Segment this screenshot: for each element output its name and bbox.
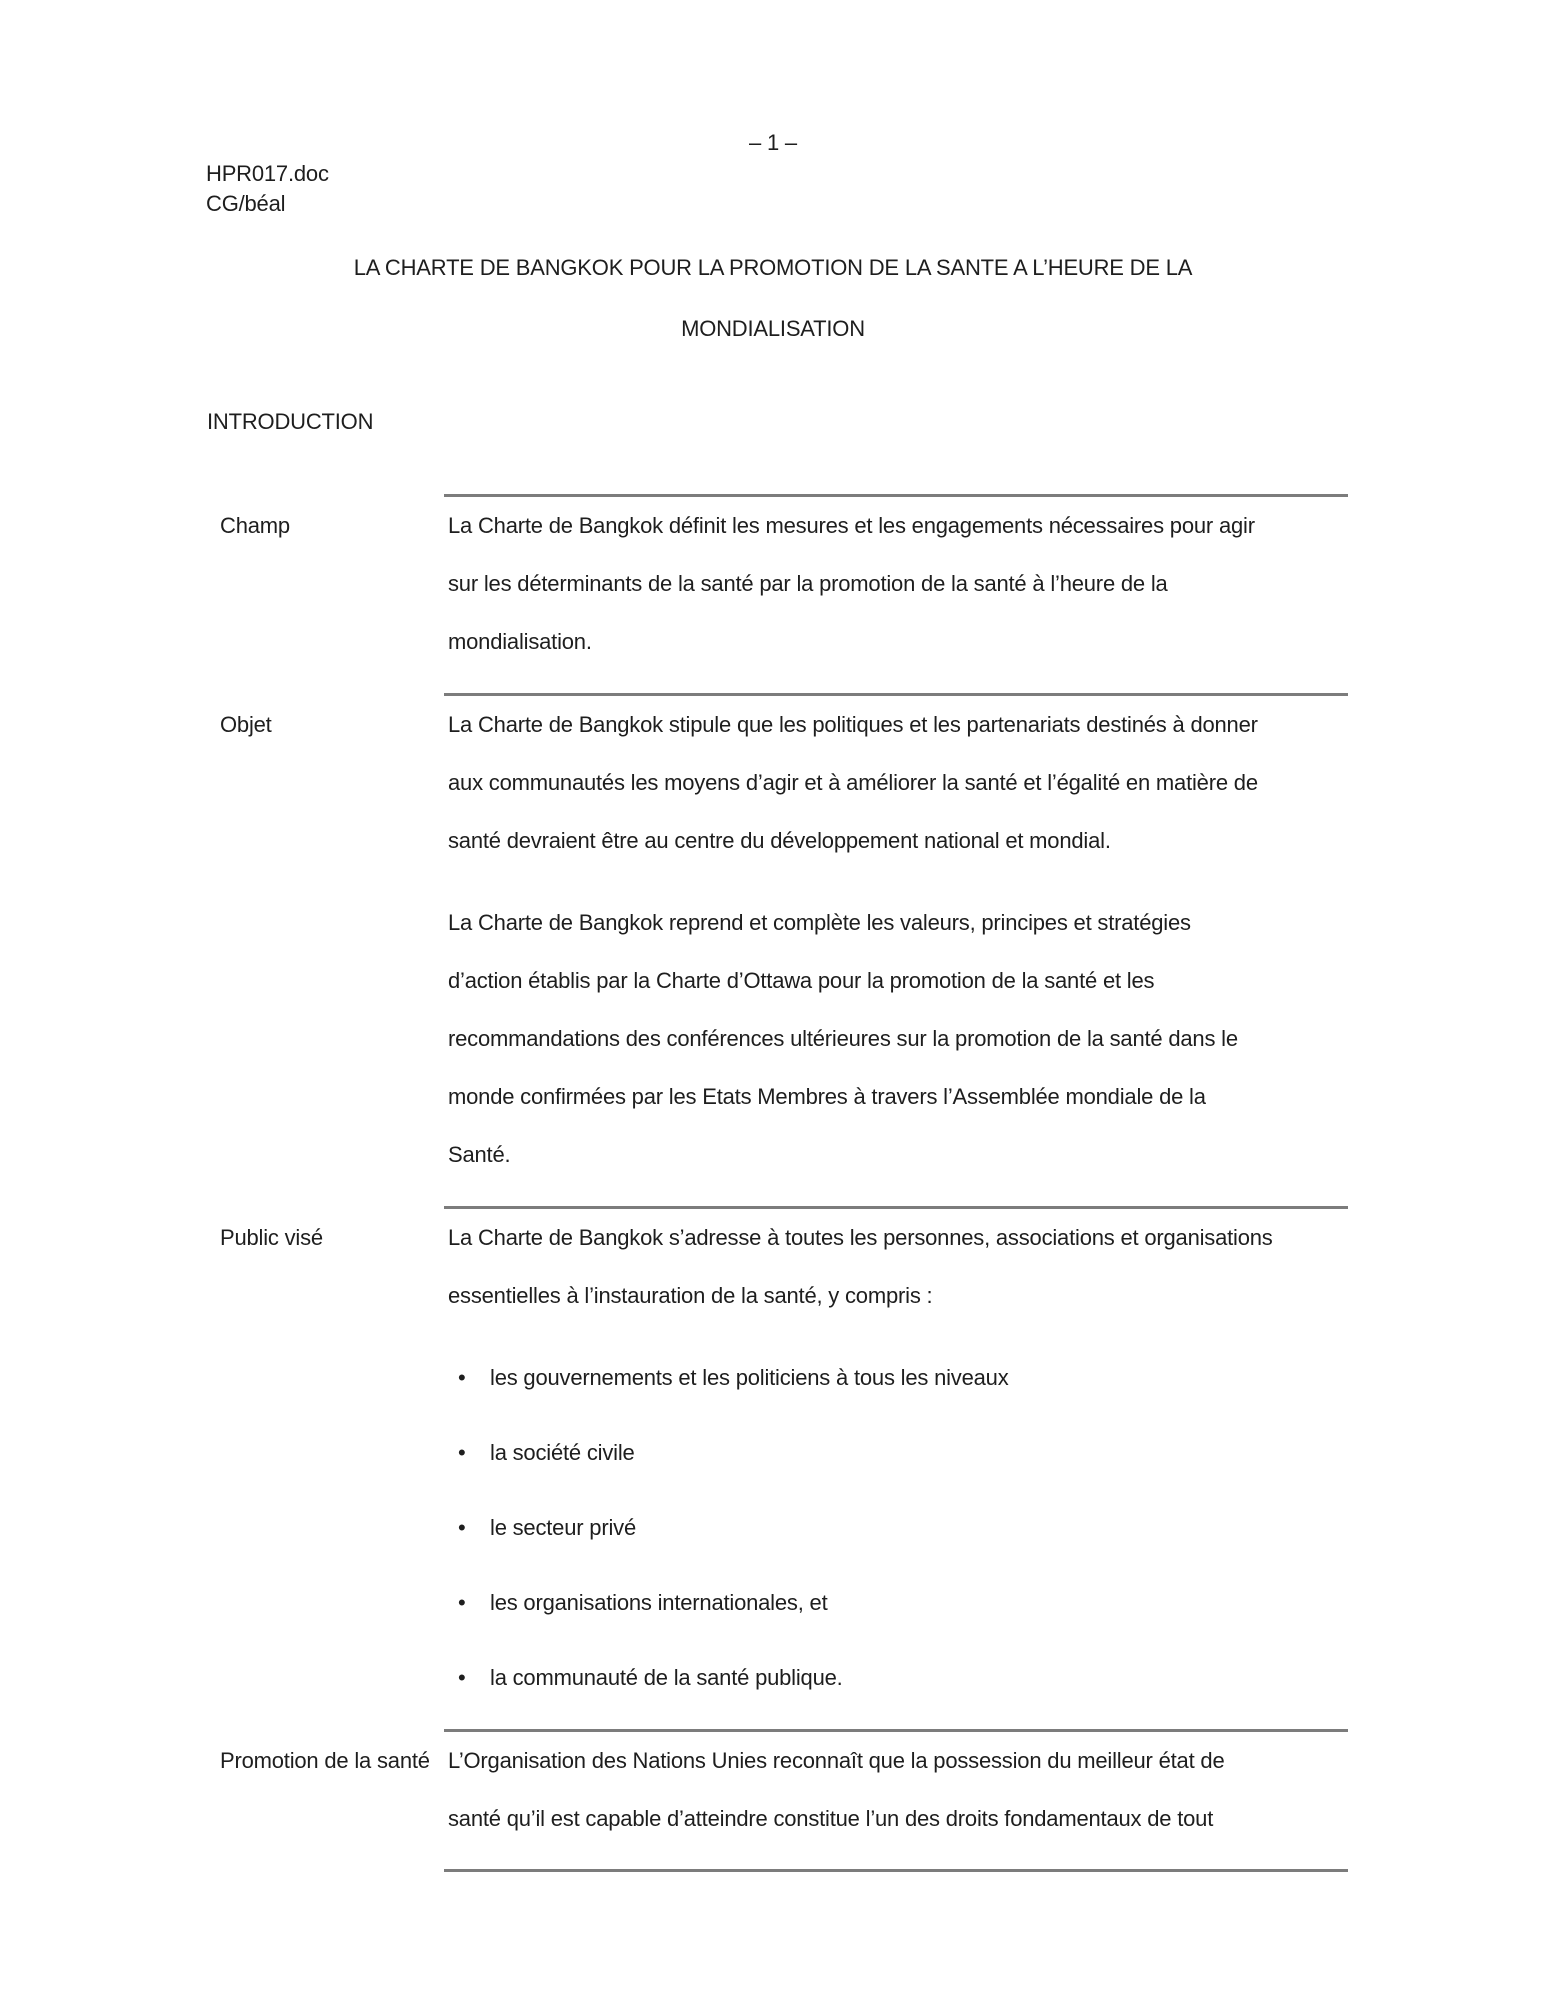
bullet-icon: • <box>458 1365 466 1390</box>
intro-table <box>220 494 1348 1872</box>
text-line: L’Organisation des Nations Unies reconnaît que la possession du meilleur état de <box>448 1748 1225 1773</box>
text-line: santé devraient être au centre du développement national et mondial. <box>448 828 1111 853</box>
title-line-2: MONDIALISATION <box>681 316 865 341</box>
text-line: aux communautés les moyens d’agir et à améliorer la santé et l’égalité en matière de <box>448 770 1258 795</box>
title-line-1: LA CHARTE DE BANGKOK POUR LA PROMOTION DE LA SANTE A L’HEURE DE LA <box>353 255 1193 280</box>
bullet-item <box>448 1649 1348 1707</box>
text-line: La Charte de Bangkok s’adresse à toutes les personnes, associations et organisations <box>448 1225 1273 1250</box>
bullet-icon: • <box>458 1665 466 1690</box>
text-line: sur les déterminants de la santé par la promotion de la santé à l’heure de la <box>448 571 1168 596</box>
text-line: La Charte de Bangkok définit les mesures et les engagements nécessaires pour agir <box>448 513 1255 538</box>
row-content <box>444 1729 1348 1872</box>
row-content <box>444 693 1348 1184</box>
text-line: La Charte de Bangkok stipule que les politiques et les partenariats destinés à donner <box>448 712 1258 737</box>
bullet-list <box>448 1349 1348 1707</box>
bullet-text: la communauté de la santé publique. <box>490 1665 843 1690</box>
bullet-item <box>448 1349 1348 1407</box>
section-heading-introduction: INTRODUCTION <box>207 409 374 434</box>
bullet-text: les organisations internationales, et <box>490 1590 828 1615</box>
table-row <box>220 494 1348 671</box>
bullet-item <box>448 1499 1348 1557</box>
row-label-text: Objet <box>220 712 272 737</box>
text-line: essentielles à l’instauration de la santé, y compris : <box>448 1283 933 1308</box>
document-title <box>0 237 1546 359</box>
paragraph <box>448 497 1348 671</box>
bullet-text: la société civile <box>490 1440 635 1465</box>
doc-info <box>206 159 329 219</box>
doc-ref: CG/béal <box>206 191 286 216</box>
page-number: – 1 – <box>749 130 797 155</box>
paragraph <box>448 696 1348 870</box>
row-label <box>220 693 444 1184</box>
row-label-text: Champ <box>220 513 290 538</box>
text-line: mondialisation. <box>448 629 592 654</box>
row-label <box>220 1206 444 1707</box>
row-content <box>444 494 1348 671</box>
text-line: santé qu’il est capable d’atteindre constitue l’un des droits fondamentaux de tout <box>448 1806 1214 1831</box>
paragraph <box>448 894 1348 1184</box>
row-label <box>220 1729 444 1872</box>
bullet-text: les gouvernements et les politiciens à tous les niveaux <box>490 1365 1009 1390</box>
text-line: d’action établis par la Charte d’Ottawa pour la promotion de la santé et les <box>448 968 1155 993</box>
table-row <box>220 1729 1348 1872</box>
bullet-icon: • <box>458 1440 466 1465</box>
bullet-item <box>448 1424 1348 1482</box>
text-line: La Charte de Bangkok reprend et complète les valeurs, principes et stratégies <box>448 910 1191 935</box>
paragraph <box>448 1209 1348 1325</box>
table-row <box>220 693 1348 1184</box>
row-label-text: Promotion de la santé <box>220 1748 430 1773</box>
row-label-text: Public visé <box>220 1225 323 1250</box>
text-line: Santé. <box>448 1142 511 1167</box>
bullet-icon: • <box>458 1590 466 1615</box>
text-line: recommandations des conférences ultérieures sur la promotion de la santé dans le <box>448 1026 1238 1051</box>
row-label <box>220 494 444 671</box>
table-row <box>220 1206 1348 1707</box>
doc-id: HPR017.doc <box>206 161 329 186</box>
bullet-item <box>448 1574 1348 1632</box>
bullet-icon: • <box>458 1515 466 1540</box>
text-line: monde confirmées par les Etats Membres à travers l’Assemblée mondiale de la <box>448 1084 1206 1109</box>
bullet-text: le secteur privé <box>490 1515 636 1540</box>
row-content <box>444 1206 1348 1707</box>
paragraph <box>448 1732 1348 1848</box>
